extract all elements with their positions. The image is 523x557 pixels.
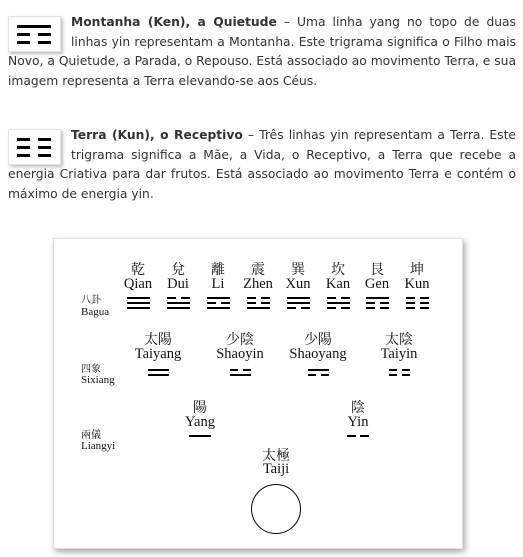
bagua-trigram-name: Gen bbox=[364, 276, 390, 292]
yang-line bbox=[189, 435, 211, 437]
yang-line bbox=[127, 302, 150, 304]
liangyi-row-label: Liangyi bbox=[81, 440, 116, 452]
trigram-symbol-gen bbox=[366, 297, 389, 312]
bagua-trigram-name-cjk: 巽 bbox=[291, 262, 305, 278]
yin-line-segment bbox=[327, 307, 336, 309]
yang-line bbox=[287, 297, 310, 299]
yin-line-segment bbox=[366, 302, 375, 304]
trigram-symbol-xun bbox=[287, 297, 310, 312]
yang-line bbox=[366, 297, 389, 299]
bagua-trigram-name: Kan bbox=[325, 276, 351, 292]
yin-line-segment bbox=[406, 297, 415, 299]
yang-line bbox=[287, 302, 310, 304]
yang-line bbox=[167, 307, 190, 309]
bagua-trigram-name-cjk: 兌 bbox=[171, 262, 185, 278]
sixiang-name-cjk: 太陽 bbox=[144, 332, 172, 348]
yin-line-segment bbox=[38, 33, 51, 36]
liangyi-name: Yang bbox=[185, 414, 215, 430]
yin-line-segment bbox=[17, 146, 30, 149]
yin-line-segment bbox=[38, 154, 51, 157]
yin-line-segment bbox=[38, 146, 51, 149]
yin-line-segment bbox=[402, 374, 410, 376]
yin-line-segment bbox=[207, 302, 216, 304]
liangyi-name-cjk: 陰 bbox=[351, 400, 365, 416]
yang-line bbox=[148, 369, 169, 371]
yang-line bbox=[17, 25, 51, 28]
bagua-trigram-name-cjk: 坎 bbox=[331, 262, 345, 278]
sixiang-name-cjk: 太陰 bbox=[385, 332, 413, 348]
yang-line-symbol bbox=[189, 435, 211, 440]
yin-line-segment bbox=[389, 369, 397, 371]
sixiang-name-cjk: 少陽 bbox=[304, 332, 332, 348]
trigram-symbol-qian bbox=[127, 297, 150, 312]
yin-line-segment bbox=[308, 374, 316, 376]
liangyi-name-cjk: 陽 bbox=[193, 400, 207, 416]
sixiang-name: Shaoyang bbox=[289, 346, 347, 362]
yang-line bbox=[230, 374, 251, 376]
bagua-trigram-name-cjk: 坤 bbox=[410, 262, 424, 278]
yin-line-segment bbox=[261, 297, 270, 299]
bagua-row-label: Bagua bbox=[81, 306, 110, 318]
trigram-symbol-kan bbox=[327, 297, 350, 312]
yin-line-segment bbox=[321, 374, 329, 376]
sixiang-name: Taiyin bbox=[380, 346, 418, 362]
trigram-kun-paragraph bbox=[8, 126, 516, 204]
yin-line-symbol bbox=[347, 435, 369, 440]
yin-line-segment bbox=[389, 374, 397, 376]
yin-line-segment bbox=[402, 369, 410, 371]
bagua-trigram-name: Zhen bbox=[243, 276, 273, 292]
yin-line-segment bbox=[406, 302, 415, 304]
yin-line-segment bbox=[38, 138, 51, 141]
bagua-trigram-name: Dui bbox=[167, 276, 189, 292]
trigram-symbol-kun bbox=[406, 297, 429, 312]
trigram-ken-icon bbox=[8, 16, 61, 52]
yin-line-segment bbox=[287, 307, 296, 309]
sixiang-name: Shaoyin bbox=[216, 346, 264, 362]
yin-line-segment bbox=[341, 307, 350, 309]
yin-line-segment bbox=[406, 307, 415, 309]
bagua-trigram-name: Kun bbox=[404, 276, 430, 292]
yin-line-segment bbox=[17, 33, 30, 36]
yin-line-segment bbox=[243, 369, 251, 371]
trigram-symbol-li bbox=[207, 297, 230, 312]
yin-line-segment bbox=[347, 435, 356, 437]
bagua-trigram-name: Xun bbox=[285, 276, 311, 292]
yang-line bbox=[207, 307, 230, 309]
yin-line-segment bbox=[261, 302, 270, 304]
bagua-row-label-cjk: 八卦 bbox=[81, 295, 101, 306]
yin-line-segment bbox=[230, 369, 238, 371]
bagua-trigram-name-cjk: 震 bbox=[251, 262, 265, 278]
yang-line bbox=[207, 297, 230, 299]
yin-line-segment bbox=[301, 307, 310, 309]
trigram-ken-paragraph bbox=[8, 13, 516, 91]
yang-line bbox=[167, 302, 190, 304]
trigram-symbol-dui bbox=[167, 297, 190, 312]
yin-line-segment bbox=[380, 307, 389, 309]
bigram-symbol-shaoyin bbox=[230, 369, 251, 379]
bigram-symbol-shaoyang bbox=[308, 369, 329, 379]
bagua-trigram-name: Li bbox=[211, 276, 225, 292]
sixiang-row-label-cjk: 四象 bbox=[81, 364, 101, 375]
taiji-label: Taiji bbox=[262, 461, 290, 477]
kun-description: – Três linhas yin representam a Terra. Este trigrama significa a Mãe, a Vida, o Receptivo, a Terra que recebe a energia Criativa para dar frutos. Está associado ao movimento Terra e contém o máximo de energia yin. bbox=[8, 128, 516, 201]
sixiang-name: Taiyang bbox=[134, 346, 182, 362]
liangyi-row-label-cjk: 兩儀 bbox=[81, 430, 101, 441]
sixiang-name-cjk: 少陰 bbox=[226, 332, 254, 348]
yin-line-segment bbox=[221, 302, 230, 304]
ken-description: – Uma linha yang no topo de duas linhas yin representam a Montanha. Este trigrama significa o Filho mais Novo, a Quietude, a Parada, o Repouso. Está associado ao movimento Terra, e sua imagem representa a Terra elevando-se aos Céus. bbox=[8, 15, 516, 88]
bagua-trigram-name-cjk: 艮 bbox=[370, 262, 384, 278]
trigram-symbol-zhen bbox=[247, 297, 270, 312]
yang-line bbox=[308, 369, 329, 371]
bigram-symbol-taiyin bbox=[389, 369, 410, 379]
yin-line-segment bbox=[247, 302, 256, 304]
ken-title: Montanha (Ken), a Quietude bbox=[71, 15, 277, 29]
yang-line bbox=[327, 302, 350, 304]
sixiang-row-label: Sixiang bbox=[81, 374, 115, 386]
liangyi-name: Yin bbox=[347, 414, 369, 430]
taiji-circle bbox=[251, 484, 301, 534]
yang-line bbox=[247, 307, 270, 309]
yin-line-segment bbox=[181, 297, 190, 299]
yin-line-segment bbox=[17, 154, 30, 157]
yin-line-segment bbox=[38, 41, 51, 44]
kun-title: Terra (Kun), o Receptivo bbox=[71, 128, 243, 142]
yin-line-segment bbox=[420, 302, 429, 304]
yang-line bbox=[127, 307, 150, 309]
yin-line-segment bbox=[360, 435, 369, 437]
trigram-kun-icon bbox=[8, 129, 61, 165]
yin-line-segment bbox=[420, 297, 429, 299]
yin-line-segment bbox=[327, 297, 336, 299]
yin-line-segment bbox=[17, 41, 30, 44]
yin-line-segment bbox=[420, 307, 429, 309]
bagua-derivation-diagram bbox=[53, 238, 463, 549]
yang-line bbox=[127, 297, 150, 299]
bagua-trigram-name-cjk: 離 bbox=[211, 262, 225, 278]
bagua-trigram-name-cjk: 乾 bbox=[131, 262, 145, 278]
bigram-symbol-taiyang bbox=[148, 369, 169, 379]
yin-line-segment bbox=[167, 297, 176, 299]
yin-line-segment bbox=[247, 297, 256, 299]
yin-line-segment bbox=[341, 297, 350, 299]
yin-line-segment bbox=[366, 307, 375, 309]
yang-line bbox=[148, 374, 169, 376]
bagua-trigram-name: Qian bbox=[123, 276, 153, 292]
yin-line-segment bbox=[17, 138, 30, 141]
taiji-label-cjk: 太極 bbox=[262, 448, 290, 464]
yin-line-segment bbox=[380, 302, 389, 304]
